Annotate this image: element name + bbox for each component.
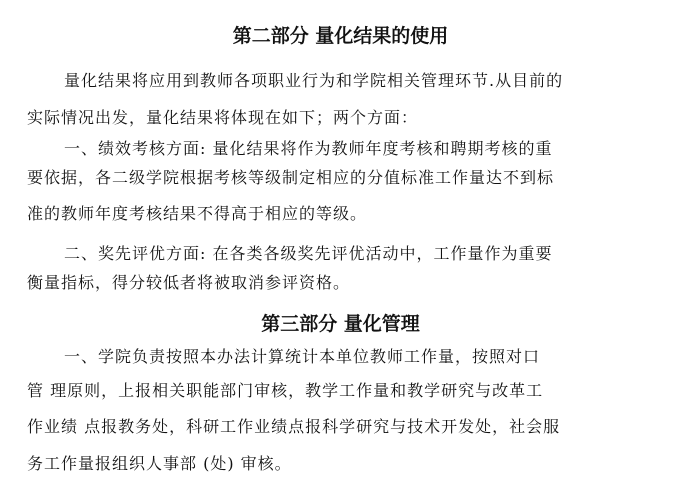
section-2-item1-line-2: 要依据，各二级学院根据考核等级制定相应的分值标准工作量达不到标 (27, 168, 555, 187)
section-2-title: 第二部分 量化结果的使用 (232, 25, 449, 47)
section-3-item1-line-2: 管 理原则，上报相关职能部门审核，教学工作量和教学研究与改革工 (27, 381, 544, 400)
section-2-item2-line-1: 二、奖先评优方面: 在各类各级奖先评优活动中，工作量作为重要 (64, 244, 553, 263)
section-3-item1-line-3: 作业绩 点报教务处，科研工作业绩点报科学研究与技术开发处，社会服 (27, 417, 561, 436)
section-2-item1-line-3: 准的教师年度考核结果不得高于相应的等级。 (27, 204, 368, 223)
section-3-item1-line-4: 务工作量报组织人事部 (处) 审核。 (27, 454, 292, 473)
section-2-item2-line-2: 衡量指标，得分较低者将被取消参评资格。 (27, 273, 351, 292)
section-2-item1-line-1: 一、绩效考核方面: 量化结果将作为教师年度考核和聘期考核的重 (64, 139, 553, 158)
section-2-intro-line-1: 量化结果将应用到教师各项职业行为和学院相关管理环节.从目前的 (64, 71, 564, 90)
section-3-item1-line-1: 一、学院负责按照本办法计算统计本单位教师工作量，按照对口 (64, 347, 541, 366)
section-3-title: 第三部分 量化管理 (261, 313, 420, 335)
section-2-intro-line-2: 实际情况出发，量化结果将体现在如下；两个方面： (27, 108, 419, 127)
